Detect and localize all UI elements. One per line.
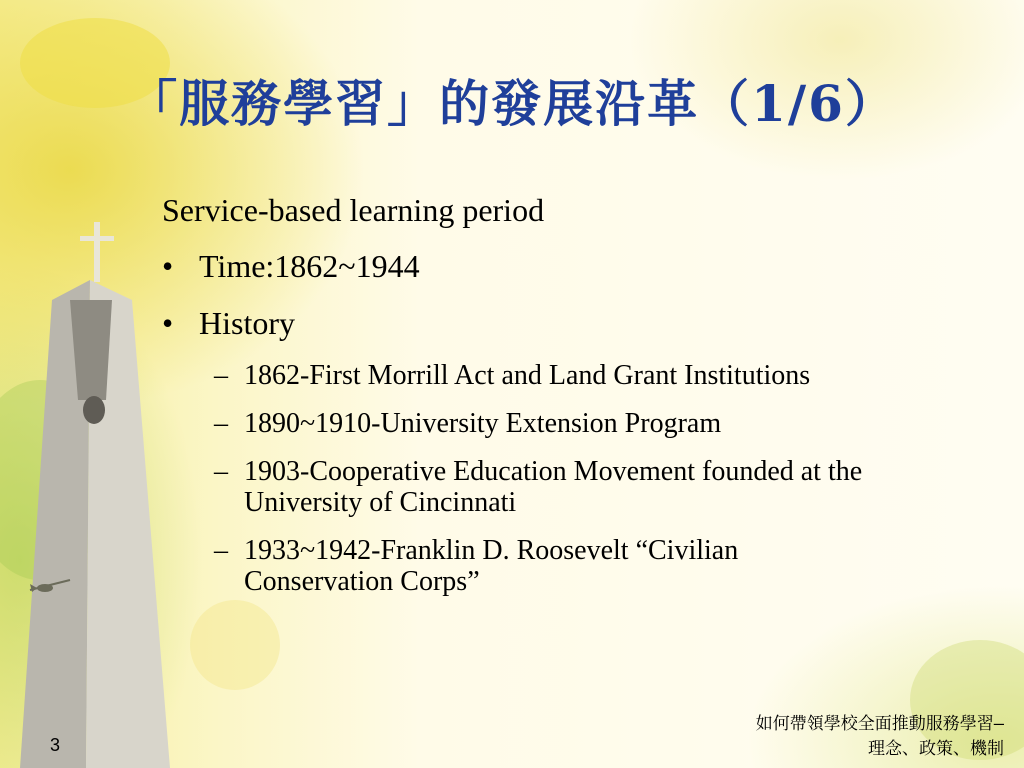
bullet-icon: •: [162, 248, 174, 284]
footer-line-1: 如何帶領學校全面推動服務學習–: [755, 714, 1004, 734]
dash-icon: –: [214, 408, 228, 439]
bullet-text: History: [199, 305, 295, 341]
history-item-text: 1862-First Morrill Act and Land Grant Institutions: [244, 360, 811, 391]
history-item: [214, 360, 962, 391]
bullet-item: [162, 303, 962, 343]
history-item: [214, 456, 962, 518]
history-item-text: 1890~1910-University Extension Program: [244, 408, 722, 439]
footer-line-2: 理念、政策、機制: [868, 739, 1004, 759]
history-item-text: 1903-Cooperative Education Movement founded at the University of Cincinnati: [244, 456, 863, 518]
history-item: [214, 408, 962, 439]
slide-footer: [756, 712, 1004, 762]
bullet-icon: •: [162, 305, 174, 341]
page-number: 3: [50, 735, 61, 755]
history-list: [214, 360, 962, 597]
bullet-item: [162, 246, 962, 286]
dash-icon: –: [214, 456, 228, 487]
bell-icon: [83, 396, 105, 424]
dash-icon: –: [214, 535, 228, 566]
cross-icon: [80, 222, 114, 282]
slide-title: 「服務學習」的發展沿革（1/6）: [127, 74, 897, 133]
section-heading: Service-based learning period: [162, 192, 545, 228]
slide-body: [162, 190, 962, 614]
history-item-text: 1933~1942-Franklin D. Roosevelt “Civilian Conservation Corps”: [244, 535, 739, 597]
history-item: [214, 535, 962, 597]
dash-icon: –: [214, 360, 228, 391]
bullet-text: Time:1862~1944: [199, 248, 420, 284]
